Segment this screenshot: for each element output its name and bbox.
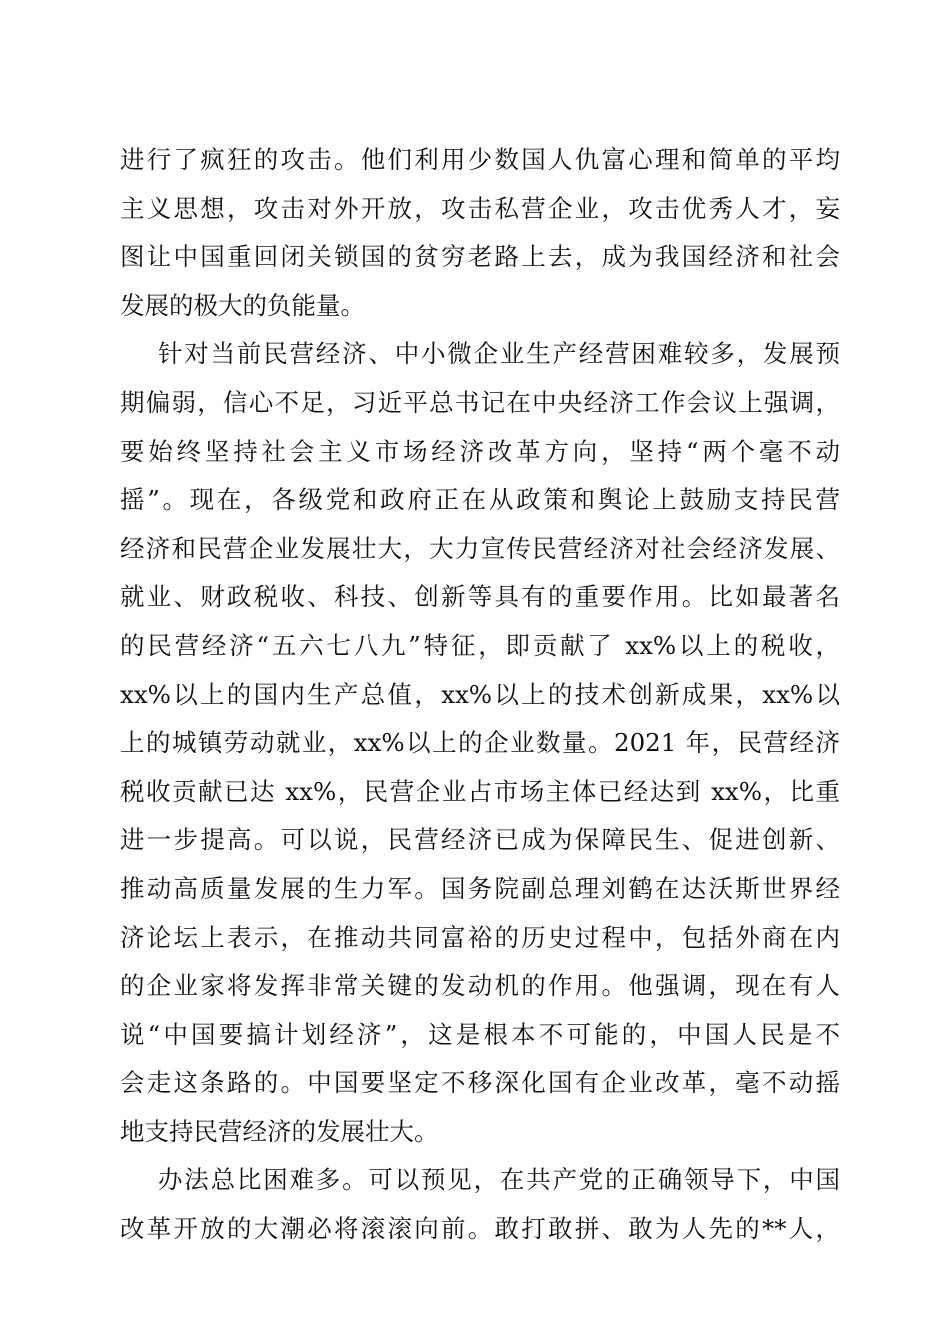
text-line: 地支持民营经济的发展壮大。 — [120, 1116, 439, 1146]
text-line: 进一步提高。可以说，民营经济已成为保障民生、促进创新、 — [120, 825, 840, 855]
text-line: 摇”。现在，各级党和政府正在从政策和舆论上鼓励支持民营 — [120, 485, 840, 515]
text-line: 针对当前民营经济、中小微企业生产经营困难较多，发展预 — [158, 339, 840, 369]
text-line: 图让中国重回闭关锁国的贫穷老路上去，成为我国经济和社会 — [120, 242, 840, 272]
text-line: 会走这条路的。中国要坚定不移深化国有企业改革，毫不动摇 — [120, 1068, 840, 1098]
text-line: 就业、财政税收、科技、创新等具有的重要作用。比如最著名 — [120, 582, 840, 612]
text-line: 进行了疯狂的攻击。他们利用少数国人仇富心理和简单的平均 — [120, 145, 840, 174]
text-line: 税收贡献已达 xx%，民营企业占市场主体已经达到 xx%，比重 — [120, 776, 840, 806]
paragraph-3 — [120, 1156, 840, 1253]
text-line: 期偏弱，信心不足，习近平总书记在中央经济工作会议上强调， — [120, 387, 840, 417]
text-line: 的民营经济“五六七八九”特征，即贡献了 xx%以上的税收， — [120, 630, 840, 660]
document-body — [120, 136, 840, 1254]
text-line: 发展的极大的负能量。 — [120, 290, 365, 320]
paragraph-2 — [120, 330, 840, 1156]
paragraph-1 — [120, 136, 840, 330]
text-line: 上的城镇劳动就业，xx%以上的企业数量。2021 年，民营经济 — [120, 728, 840, 758]
text-line: xx%以上的国内生产总值，xx%以上的技术创新成果，xx%以 — [120, 679, 840, 709]
text-line: 要始终坚持社会主义市场经济改革方向，坚持“两个毫不动 — [120, 436, 840, 466]
text-line: 主义思想，攻击对外开放，攻击私营企业，攻击优秀人才，妄 — [120, 193, 840, 223]
text-line: 推动高质量发展的生力军。国务院副总理刘鹤在达沃斯世界经 — [120, 873, 840, 903]
text-line: 济论坛上表示，在推动共同富裕的历史过程中，包括外商在内 — [120, 922, 840, 952]
text-line: 办法总比困难多。可以预见，在共产党的正确领导下，中国 — [158, 1165, 840, 1195]
text-line: 经济和民营企业发展壮大，大力宣传民营经济对社会经济发展、 — [120, 533, 840, 563]
text-line: 的企业家将发挥非常关键的发动机的作用。他强调，现在有人 — [120, 971, 840, 1001]
text-line: 说“中国要搞计划经济”，这是根本不可能的，中国人民是不 — [120, 1019, 840, 1049]
text-line: 改革开放的大潮必将滚滚向前。敢打敢拼、敢为人先的**人， — [120, 1214, 840, 1244]
